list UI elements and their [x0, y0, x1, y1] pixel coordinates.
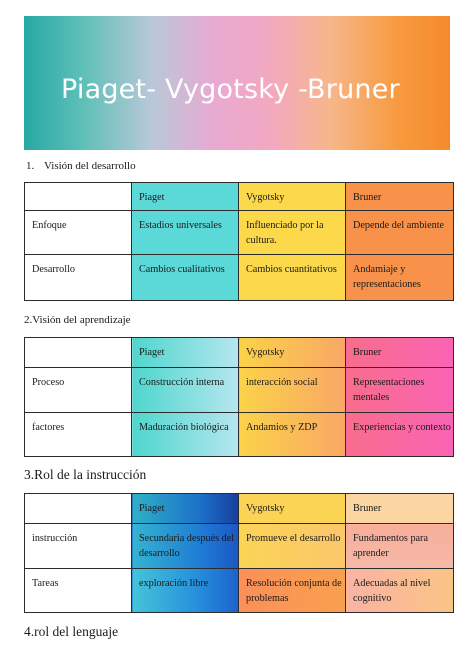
row-label: Desarrollo — [25, 255, 132, 301]
table-learning-vision — [24, 337, 454, 457]
table-row — [25, 368, 454, 413]
cell-bruner: Representaciones mentales — [346, 368, 454, 413]
table-instruction-role — [24, 493, 454, 613]
section-heading-2: 2.Visión del aprendizaje — [24, 314, 131, 326]
header-cell-bruner: Bruner — [346, 338, 454, 368]
cell-vygotsky: Influenciado por la cultura. — [239, 211, 346, 255]
cell-vygotsky: interacción social — [239, 368, 346, 413]
title-banner — [24, 16, 450, 150]
header-cell-piaget: Piaget — [132, 494, 239, 524]
table-row — [25, 211, 454, 255]
header-cell-vygotsky: Vygotsky — [239, 338, 346, 368]
row-label: instrucción — [25, 524, 132, 569]
table-row — [25, 569, 454, 613]
cell-vygotsky: Andamios y ZDP — [239, 413, 346, 457]
header-cell-piaget: Piaget — [132, 338, 239, 368]
cell-bruner: Depende del ambiente — [346, 211, 454, 255]
cell-piaget: Estadios universales — [132, 211, 239, 255]
row-label: Tareas — [25, 569, 132, 613]
cell-vygotsky: Resolución conjunta de problemas — [239, 569, 346, 613]
cell-bruner: Experiencias y contexto — [346, 413, 454, 457]
cell-vygotsky: Promueve el desarrollo — [239, 524, 346, 569]
cell-piaget: Construcción interna — [132, 368, 239, 413]
header-cell-empty — [25, 494, 132, 524]
table-header-row — [25, 183, 454, 211]
table-row — [25, 255, 454, 301]
header-cell-bruner: Bruner — [346, 494, 454, 524]
document-title: Piaget- Vygotsky -Bruner — [61, 74, 400, 105]
section-title: Visión del desarrollo — [44, 160, 136, 172]
row-label: factores — [25, 413, 132, 457]
cell-bruner: Andamiaje y representaciones — [346, 255, 454, 301]
header-cell-empty — [25, 338, 132, 368]
table-header-row — [25, 338, 454, 368]
table-development-vision — [24, 182, 454, 301]
cell-piaget: Maduración biológica — [132, 413, 239, 457]
section-number: 1. — [26, 160, 35, 172]
cell-bruner: Adecuadas al nivel cognitivo — [346, 569, 454, 613]
cell-vygotsky: Cambios cuantitativos — [239, 255, 346, 301]
cell-bruner: Fundamentos para aprender — [346, 524, 454, 569]
header-cell-bruner: Bruner — [346, 183, 454, 211]
header-cell-vygotsky: Vygotsky — [239, 494, 346, 524]
header-cell-vygotsky: Vygotsky — [239, 183, 346, 211]
section-heading-1 — [24, 160, 136, 172]
table-row — [25, 524, 454, 569]
header-cell-piaget: Piaget — [132, 183, 239, 211]
table-row — [25, 413, 454, 457]
row-label: Enfoque — [25, 211, 132, 255]
row-label: Proceso — [25, 368, 132, 413]
cell-piaget: Cambios cualitativos — [132, 255, 239, 301]
cell-piaget: exploración libre — [132, 569, 239, 613]
header-cell-empty — [25, 183, 132, 211]
cell-piaget: Secundaria después del desarrollo — [132, 524, 239, 569]
section-heading-3: 3.Rol de la instrucción — [24, 467, 147, 482]
section-heading-4: 4.rol del lenguaje — [24, 624, 119, 639]
table-header-row — [25, 494, 454, 524]
